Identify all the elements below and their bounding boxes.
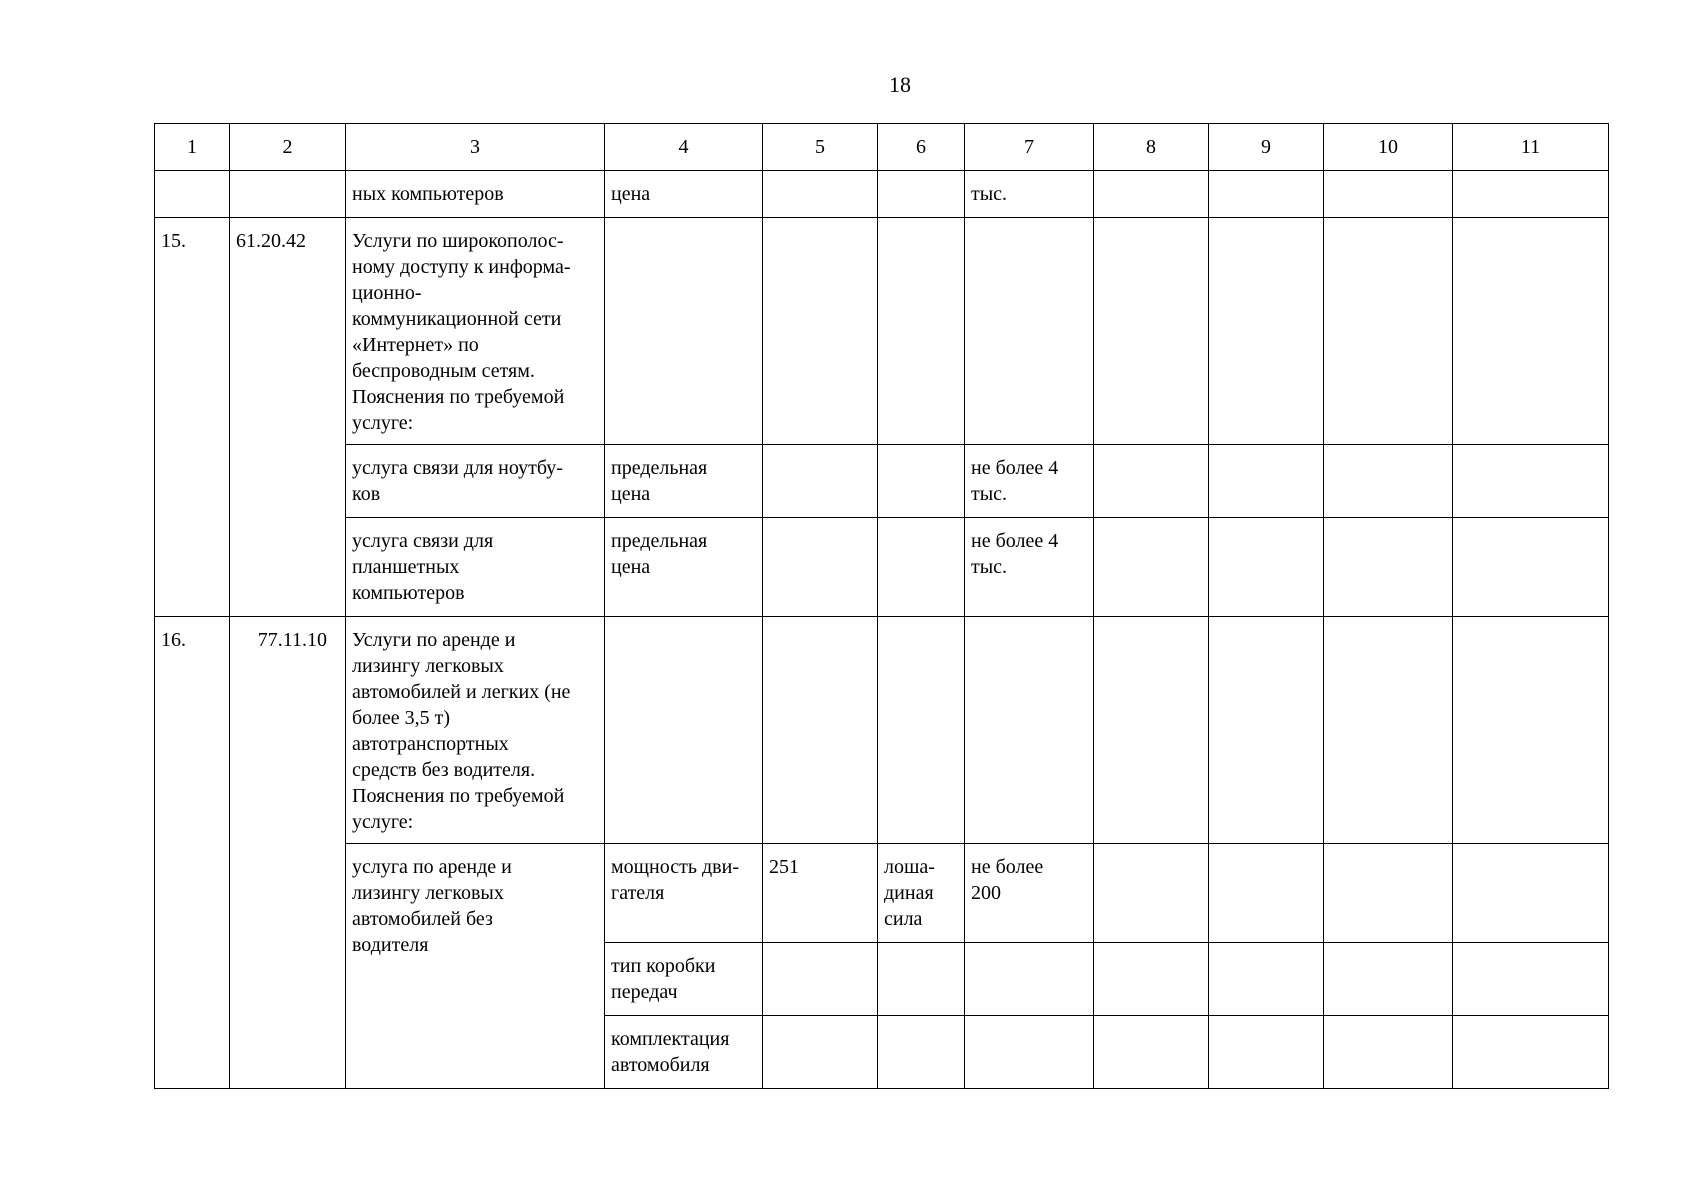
table-cell	[1453, 1016, 1609, 1089]
sub-item-name: услуга связи для планшетных компьютеров	[346, 518, 605, 617]
item-code: 61.20.42	[230, 218, 346, 617]
requirements-table	[154, 123, 1609, 1089]
table-cell	[1324, 1016, 1453, 1089]
table-cell	[763, 445, 878, 518]
table-cell	[1324, 445, 1453, 518]
table-cell	[878, 218, 965, 445]
characteristic-unit: лоша- диная сила	[878, 844, 965, 943]
table-cell	[1094, 445, 1209, 518]
table-cell	[1453, 218, 1609, 445]
table-cell	[763, 617, 878, 844]
column-header: 3	[346, 124, 605, 171]
table-row	[155, 617, 1609, 844]
table-cell	[605, 617, 763, 844]
table-cell	[1094, 171, 1209, 218]
table-row	[155, 171, 1609, 218]
table-cell: тыс.	[965, 171, 1094, 218]
table-cell: цена	[605, 171, 763, 218]
table-cell	[965, 617, 1094, 844]
characteristic-value: не более 200	[965, 844, 1094, 943]
table-cell	[763, 943, 878, 1016]
table-cell	[1324, 218, 1453, 445]
characteristic-value: не более 4 тыс.	[965, 445, 1094, 518]
table-cell	[965, 1016, 1094, 1089]
table-cell	[1324, 617, 1453, 844]
table-cell	[1094, 844, 1209, 943]
table-cell	[878, 1016, 965, 1089]
table-cell	[763, 1016, 878, 1089]
table-cell	[605, 218, 763, 445]
characteristic: предельная цена	[605, 518, 763, 617]
characteristic-code: 251	[763, 844, 878, 943]
column-header: 5	[763, 124, 878, 171]
column-header: 9	[1209, 124, 1324, 171]
table-row	[155, 844, 1609, 943]
column-header: 8	[1094, 124, 1209, 171]
table-cell	[1094, 218, 1209, 445]
item-number: 16.	[155, 617, 230, 1089]
item-number: 15.	[155, 218, 230, 617]
table-header-row	[155, 124, 1609, 171]
table-cell	[965, 943, 1094, 1016]
table-cell	[1324, 844, 1453, 943]
column-header: 6	[878, 124, 965, 171]
characteristic-value: не более 4 тыс.	[965, 518, 1094, 617]
table-cell	[1209, 844, 1324, 943]
table-cell	[1094, 943, 1209, 1016]
sub-item-name: услуга по аренде и лизингу легковых автомобилей без водителя	[346, 844, 605, 1089]
table-row	[155, 218, 1609, 445]
table-cell	[1209, 518, 1324, 617]
table-cell: ных компьютеров	[346, 171, 605, 218]
table-cell	[1324, 171, 1453, 218]
table-cell	[230, 171, 346, 218]
table-cell	[1094, 518, 1209, 617]
column-header: 7	[965, 124, 1094, 171]
table-cell	[1453, 844, 1609, 943]
table-cell	[155, 171, 230, 218]
table-cell	[763, 518, 878, 617]
table-cell	[878, 943, 965, 1016]
table-cell	[878, 445, 965, 518]
table-cell	[1209, 445, 1324, 518]
table-cell	[763, 218, 878, 445]
table-cell	[878, 518, 965, 617]
table-cell	[1209, 171, 1324, 218]
table-cell	[1453, 617, 1609, 844]
column-header: 10	[1324, 124, 1453, 171]
column-header: 11	[1453, 124, 1609, 171]
column-header: 1	[155, 124, 230, 171]
column-header: 4	[605, 124, 763, 171]
item-code: 77.11.10	[230, 617, 346, 1089]
table-cell	[1209, 218, 1324, 445]
table-cell	[878, 617, 965, 844]
column-header: 2	[230, 124, 346, 171]
table-row	[155, 518, 1609, 617]
table-cell	[1094, 1016, 1209, 1089]
page-number: 18	[889, 72, 911, 97]
table-cell	[1209, 943, 1324, 1016]
characteristic: мощность дви- гателя	[605, 844, 763, 943]
table-cell	[1324, 518, 1453, 617]
table-cell	[1453, 445, 1609, 518]
table-cell	[878, 171, 965, 218]
table-cell	[1453, 518, 1609, 617]
table-cell	[1453, 171, 1609, 218]
table-cell	[1324, 943, 1453, 1016]
table-cell	[1209, 1016, 1324, 1089]
table-row	[155, 445, 1609, 518]
characteristic: предельная цена	[605, 445, 763, 518]
sub-item-name: услуга связи для ноутбу- ков	[346, 445, 605, 518]
characteristic: тип коробки передач	[605, 943, 763, 1016]
item-title: Услуги по широкополос- ному доступу к информа- ционно- коммуникационной сети «Интернет» по беспроводным сетям. Пояснения по требуемой услуге:	[346, 218, 605, 445]
characteristic: комплектация автомобиля	[605, 1016, 763, 1089]
item-title: Услуги по аренде и лизингу легковых автомобилей и легких (не более 3,5 т) автотранспортных средств без водителя. Пояснения по требуемой услуге:	[346, 617, 605, 844]
table-cell	[763, 171, 878, 218]
table-cell	[965, 218, 1094, 445]
table-cell	[1094, 617, 1209, 844]
table-cell	[1453, 943, 1609, 1016]
table-cell	[1209, 617, 1324, 844]
